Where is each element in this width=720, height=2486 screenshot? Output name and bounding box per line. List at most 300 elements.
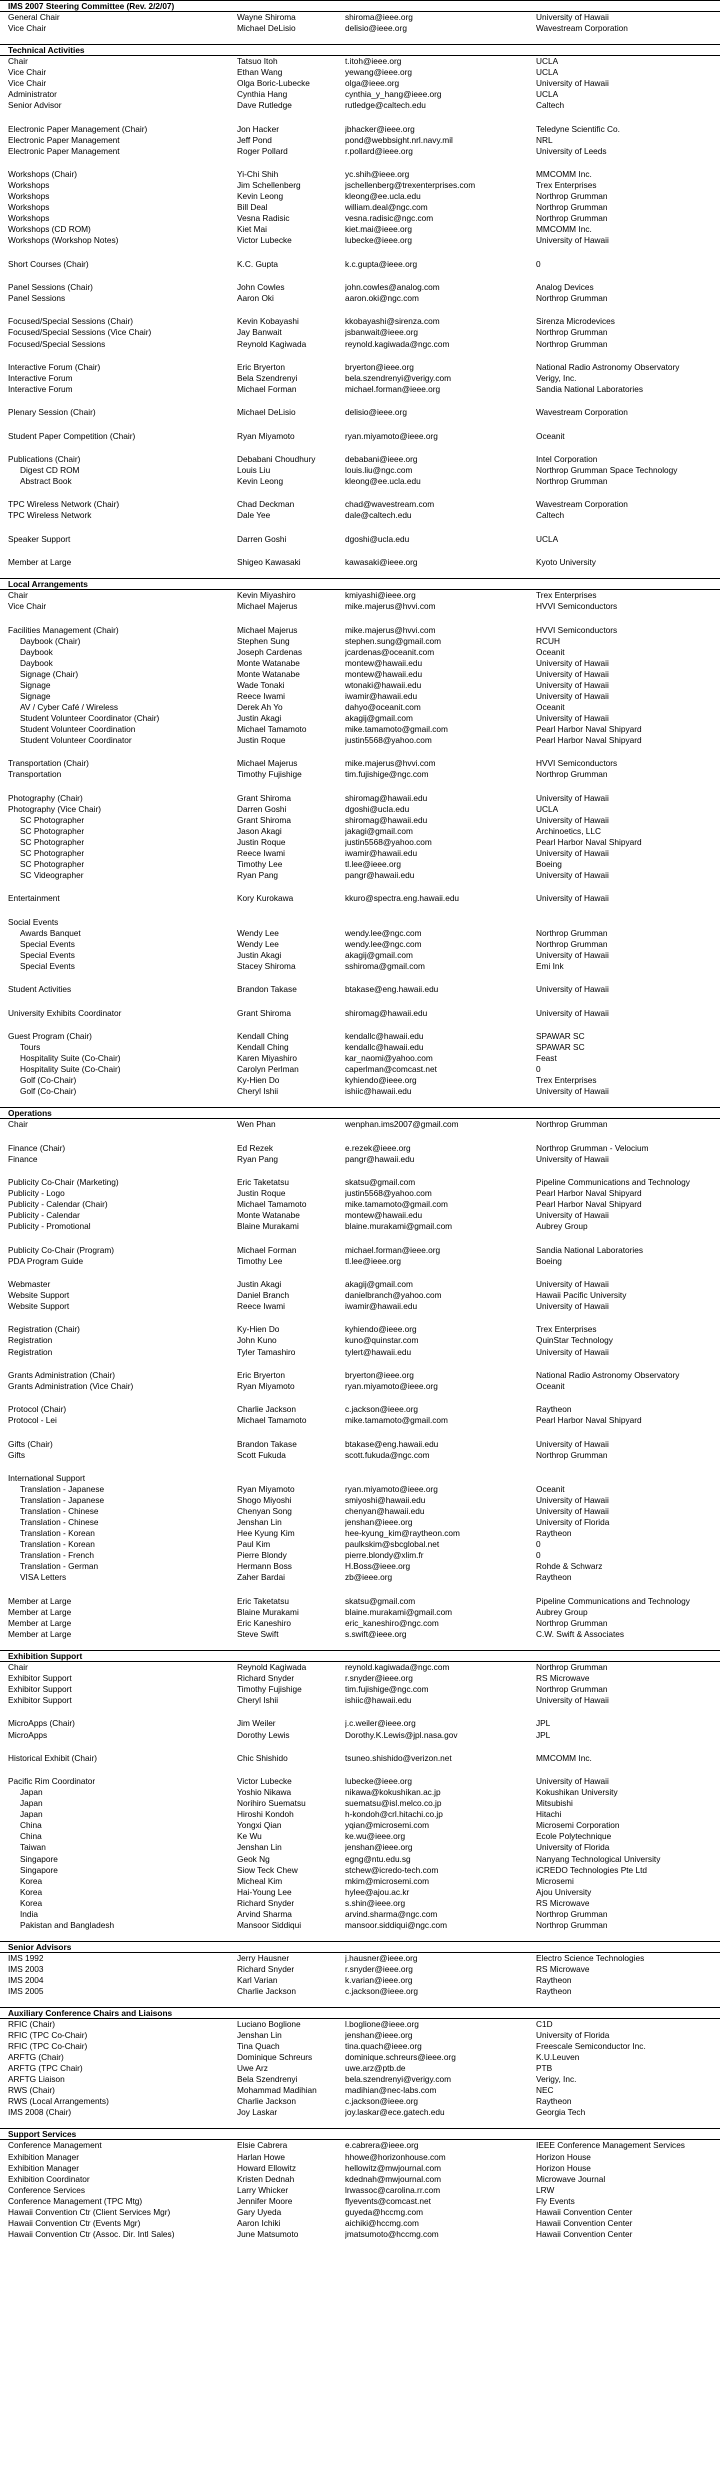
roster-row — [0, 202, 720, 213]
email-cell[interactable]: hylee@ajou.ac.kr — [345, 1886, 410, 1897]
email-cell[interactable]: j.c.weiler@ieee.org — [345, 1718, 416, 1729]
email-cell[interactable]: mike.tamamoto@gmail.com — [345, 724, 448, 735]
role-cell: Exhibitor Support — [8, 1673, 72, 1684]
name-cell: Hai-Young Lee — [237, 1886, 292, 1897]
roster-row — [0, 1596, 720, 1607]
email-cell[interactable]: kyhiendo@ieee.org — [345, 1324, 417, 1335]
roster-row — [0, 1842, 720, 1853]
row-spacer — [0, 781, 720, 793]
roster-row — [0, 1909, 720, 1920]
email-cell[interactable]: e.cabrera@ieee.org — [345, 2140, 419, 2151]
name-cell: Micheal Kim — [237, 1875, 283, 1886]
email-cell[interactable]: ryan.miyamoto@ieee.org — [345, 1484, 438, 1495]
email-cell[interactable]: jsbanwait@ieee.org — [345, 327, 418, 338]
email-cell[interactable]: wendy.lee@ngc.com — [345, 938, 422, 949]
affiliation-cell: Northrop Grumman — [536, 338, 608, 349]
affiliation-cell: SPAWAR SC — [536, 1031, 585, 1042]
name-cell: Bela Szendrenyi — [237, 372, 298, 383]
affiliation-cell: Oceanit — [536, 701, 565, 712]
affiliation-cell: Northrop Grumman — [536, 938, 608, 949]
email-cell[interactable]: john.cowles@analog.com — [345, 282, 440, 293]
email-cell[interactable]: skatsu@gmail.com — [345, 1177, 416, 1188]
email-cell[interactable]: ryan.miyamoto@ieee.org — [345, 430, 438, 441]
email-cell[interactable]: suematsu@isl.melco.co.jp — [345, 1798, 442, 1809]
email-cell[interactable]: mkim@microsemi.com — [345, 1875, 430, 1886]
email-cell[interactable]: kyhiendo@ieee.org — [345, 1075, 417, 1086]
name-cell: Reece Iwami — [237, 1301, 285, 1312]
email-cell[interactable]: mike.tamamoto@gmail.com — [345, 1199, 448, 1210]
name-cell: Shigeo Kawasaki — [237, 557, 301, 568]
email-cell[interactable]: bela.szendrenyi@verigy.com — [345, 2074, 452, 2085]
role-cell: RWS (Chair) — [8, 2085, 55, 2096]
affiliation-cell: UCLA — [536, 56, 559, 67]
email-cell[interactable]: shiromag@hawaii.edu — [345, 1007, 428, 1018]
affiliation-cell: National Radio Astronomy Observatory — [536, 1369, 680, 1380]
email-cell[interactable]: ishiic@hawaii.edu — [345, 1086, 412, 1097]
email-cell[interactable]: bryerton@ieee.org — [345, 1369, 414, 1380]
email-cell[interactable]: delisio@ieee.org — [345, 23, 407, 34]
email-cell[interactable]: ishiic@hawaii.edu — [345, 1695, 412, 1706]
name-cell: Ryan Miyamoto — [237, 430, 295, 441]
role-cell: IMS 2008 (Chair) — [8, 2107, 72, 2118]
email-cell[interactable]: egng@ntu.edu.sg — [345, 1853, 411, 1864]
email-cell[interactable]: s.swift@ieee.org — [345, 1628, 407, 1639]
email-cell[interactable]: iwamir@hawaii.edu — [345, 1301, 418, 1312]
email-cell[interactable]: jmatsumoto@hccmg.com — [345, 2228, 439, 2239]
role-cell: Social Events — [8, 916, 59, 927]
name-cell: Timothy Lee — [237, 1255, 283, 1266]
name-cell: Larry Whicker — [237, 2184, 289, 2195]
roster-row — [0, 2152, 720, 2163]
roster-row — [0, 601, 720, 612]
row-spacer — [0, 1392, 720, 1404]
affiliation-cell: Pearl Harbor Naval Shipyard — [536, 735, 642, 746]
email-cell[interactable]: r.snyder@ieee.org — [345, 1963, 413, 1974]
affiliation-cell: HVVI Semiconductors — [536, 758, 618, 769]
email-cell[interactable]: ke.wu@ieee.org — [345, 1831, 406, 1842]
email-cell[interactable]: blaine.murakami@gmail.com — [345, 1221, 453, 1232]
role-cell: Grants Administration (Chair) — [8, 1369, 115, 1380]
name-cell: Jenshan Lin — [237, 1517, 282, 1528]
affiliation-cell: Raytheon — [536, 1985, 572, 1996]
name-cell: Timothy Fujishige — [237, 769, 302, 780]
email-cell[interactable]: cynthia_y_hang@ieee.org — [345, 89, 442, 100]
email-cell[interactable]: pond@webbsight.nrl.navy.mil — [345, 134, 453, 145]
email-cell[interactable]: joy.laskar@ece.gatech.edu — [345, 2107, 445, 2118]
email-cell[interactable]: tina.quach@ieee.org — [345, 2041, 422, 2052]
affiliation-cell: Kokushikan University — [536, 1787, 618, 1798]
email-cell[interactable]: kleong@ee.ucla.edu — [345, 191, 421, 202]
affiliation-cell: JPL — [536, 1729, 551, 1740]
affiliation-cell: 0 — [536, 258, 541, 269]
email-cell[interactable]: guyeda@hccmg.com — [345, 2206, 424, 2217]
affiliation-cell: University of Hawaii — [536, 1210, 609, 1221]
email-cell[interactable]: wendy.lee@ngc.com — [345, 927, 422, 938]
email-cell[interactable]: c.jackson@ieee.org — [345, 2096, 418, 2107]
roster-row — [0, 1053, 720, 1064]
name-cell: Bela Szendrenyi — [237, 2074, 298, 2085]
name-cell: Darren Goshi — [237, 533, 287, 544]
email-cell[interactable]: pangr@hawaii.edu — [345, 1153, 415, 1164]
roster-row — [0, 735, 720, 746]
email-cell[interactable]: jenshan@ieee.org — [345, 2030, 413, 2041]
affiliation-cell: University of Hawaii — [536, 78, 609, 89]
email-cell[interactable]: arvind.sharma@ngc.com — [345, 1908, 438, 1919]
email-cell[interactable]: kdednah@mwjournal.com — [345, 2173, 442, 2184]
email-cell[interactable]: jbhacker@ieee.org — [345, 123, 415, 134]
role-cell: Senior Advisor — [8, 100, 62, 111]
email-cell[interactable]: j.hausner@ieee.org — [345, 1952, 418, 1963]
name-cell: Eric Kaneshiro — [237, 1617, 291, 1628]
name-cell: Monte Watanabe — [237, 657, 300, 668]
email-cell[interactable]: montew@hawaii.edu — [345, 1210, 423, 1221]
email-cell[interactable]: caperlman@comcast.net — [345, 1064, 437, 1075]
affiliation-cell: MMCOMM Inc. — [536, 224, 592, 235]
email-cell[interactable]: wenphan.ims2007@gmail.com — [345, 1119, 459, 1130]
name-cell: Jenshan Lin — [237, 2030, 282, 2041]
role-cell: Golf (Co-Chair) — [20, 1075, 77, 1086]
affiliation-cell: University of Hawaii — [536, 668, 609, 679]
name-cell: John Kuno — [237, 1335, 277, 1346]
affiliation-cell: Hawaii Convention Center — [536, 2217, 633, 2228]
name-cell: Tyler Tamashiro — [237, 1346, 296, 1357]
email-cell[interactable]: shiromag@hawaii.edu — [345, 814, 428, 825]
role-cell: RFIC (TPC Co-Chair) — [8, 2030, 88, 2041]
role-cell: Focused/Special Sessions (Vice Chair) — [8, 327, 152, 338]
email-cell[interactable]: justin5568@yahoo.com — [345, 1188, 432, 1199]
affiliation-cell: UCLA — [536, 803, 559, 814]
email-cell[interactable]: iwamir@hawaii.edu — [345, 848, 418, 859]
email-cell[interactable]: kuno@quinstar.com — [345, 1335, 419, 1346]
row-spacer — [0, 157, 720, 169]
email-cell[interactable]: tsuneo.shishido@verizon.net — [345, 1752, 452, 1763]
role-cell: Publicity Co-Chair (Program) — [8, 1244, 115, 1255]
email-cell[interactable]: dahyo@oceanit.com — [345, 701, 421, 712]
affiliation-cell: University of Hawaii — [536, 1776, 609, 1787]
role-cell: MicroApps (Chair) — [8, 1718, 75, 1729]
row-spacer — [0, 746, 720, 758]
email-cell[interactable]: lubecke@ieee.org — [345, 235, 413, 246]
email-cell[interactable]: hhowe@horizonhouse.com — [345, 2151, 446, 2162]
email-cell[interactable]: t.itoh@ieee.org — [345, 56, 402, 67]
affiliation-cell: Trex Enterprises — [536, 180, 597, 191]
email-cell[interactable]: vesna.radisic@ngc.com — [345, 213, 434, 224]
email-cell[interactable]: tylert@hawaii.edu — [345, 1346, 412, 1357]
role-cell: General Chair — [8, 12, 60, 22]
affiliation-cell: Pearl Harbor Naval Shipyard — [536, 836, 642, 847]
row-spacer — [0, 905, 720, 917]
email-cell[interactable]: olga@ieee.org — [345, 78, 400, 89]
email-cell[interactable]: k.c.gupta@ieee.org — [345, 258, 418, 269]
email-cell[interactable]: c.jackson@ieee.org — [345, 1404, 418, 1415]
email-cell[interactable]: shiroma@ieee.org — [345, 12, 413, 22]
affiliation-cell: UCLA — [536, 533, 559, 544]
email-cell[interactable]: btakase@eng.hawaii.edu — [345, 1438, 439, 1449]
affiliation-cell: University of Hawaii — [536, 1153, 609, 1164]
email-cell[interactable]: debabani@ieee.org — [345, 453, 418, 464]
email-cell[interactable]: blaine.murakami@gmail.com — [345, 1606, 453, 1617]
email-cell[interactable]: akagij@gmail.com — [345, 712, 413, 723]
affiliation-cell: Raytheon — [536, 1572, 572, 1583]
roster-row — [0, 476, 720, 487]
email-cell[interactable]: nikawa@kokushikan.ac.jp — [345, 1787, 441, 1798]
roster-row — [0, 625, 720, 636]
email-cell[interactable]: hee-kyung_kim@raytheon.com — [345, 1528, 460, 1539]
roster-row — [0, 1572, 720, 1583]
affiliation-cell: National Radio Astronomy Observatory — [536, 361, 680, 372]
email-cell[interactable]: smiyoshi@hawaii.edu — [345, 1495, 426, 1506]
role-cell: Daybook (Chair) — [20, 635, 81, 646]
email-cell[interactable]: stchew@icredo-tech.com — [345, 1864, 439, 1875]
name-cell: Michael Majerus — [237, 758, 298, 769]
row-spacer — [0, 418, 720, 430]
affiliation-cell: University of Hawaii — [536, 1278, 609, 1289]
email-cell[interactable]: tl.lee@ieee.org — [345, 859, 401, 870]
email-cell[interactable]: kar_naomi@yahoo.com — [345, 1053, 433, 1064]
email-cell[interactable]: louis.liu@ngc.com — [345, 465, 413, 476]
email-cell[interactable]: kiet.mai@ieee.org — [345, 224, 412, 235]
name-cell: Wayne Shiroma — [237, 12, 296, 22]
roster-row — [0, 1975, 720, 1986]
email-cell[interactable]: kendallc@hawaii.edu — [345, 1042, 424, 1053]
email-cell[interactable]: k.varian@ieee.org — [345, 1974, 413, 1985]
name-cell: Chic Shishido — [237, 1752, 288, 1763]
email-cell[interactable]: jenshan@ieee.org — [345, 1842, 413, 1853]
role-cell: Hospitality Suite (Co-Chair) — [20, 1064, 121, 1075]
email-cell[interactable]: jcardenas@oceanit.com — [345, 646, 435, 657]
email-cell[interactable]: montew@hawaii.edu — [345, 657, 423, 668]
row-spacer — [0, 1165, 720, 1177]
email-cell[interactable]: akagij@gmail.com — [345, 1278, 413, 1289]
email-cell[interactable]: kmiyashi@ieee.org — [345, 590, 416, 601]
role-cell: RFIC (Chair) — [8, 2019, 56, 2030]
email-cell[interactable]: e.rezek@ieee.org — [345, 1142, 411, 1153]
row-spacer — [0, 1267, 720, 1279]
email-cell[interactable]: s.shin@ieee.org — [345, 1897, 406, 1908]
email-cell[interactable]: kkobayashi@sirenza.com — [345, 316, 440, 327]
roster-row — [0, 984, 720, 995]
roster-row — [0, 1086, 720, 1097]
name-cell: Derek Ah Yo — [237, 701, 283, 712]
email-cell[interactable]: justin5568@yahoo.com — [345, 836, 432, 847]
email-cell[interactable]: yewang@ieee.org — [345, 67, 413, 78]
email-cell[interactable]: wtonaki@hawaii.edu — [345, 679, 422, 690]
affiliation-cell: Northrop Grumman — [536, 1617, 608, 1628]
email-cell[interactable]: uwe.arz@ptb.de — [345, 2063, 406, 2074]
email-cell[interactable]: delisio@ieee.org — [345, 407, 407, 418]
role-cell: Interactive Forum — [8, 383, 73, 394]
role-cell: Publicity - Promotional — [8, 1221, 91, 1232]
document-title: IMS 2007 Steering Committee (Rev. 2/2/07) — [0, 0, 720, 12]
email-cell[interactable]: hellowitz@mwjournal.com — [345, 2162, 442, 2173]
role-cell: Website Support — [8, 1301, 70, 1312]
email-cell[interactable]: stephen.sung@gmail.com — [345, 635, 442, 646]
email-cell[interactable]: mike.majerus@hvvi.com — [345, 758, 436, 769]
roster-row — [0, 1177, 720, 1188]
name-cell: Timothy Lee — [237, 859, 283, 870]
roster-row — [0, 89, 720, 100]
email-cell[interactable]: madihian@nec-labs.com — [345, 2085, 437, 2096]
role-cell: Interactive Forum (Chair) — [8, 361, 101, 372]
email-cell[interactable]: rutledge@caltech.edu — [345, 100, 426, 111]
email-cell[interactable]: lrwassoc@carolina.rr.com — [345, 2184, 441, 2195]
name-cell: Michael Majerus — [237, 624, 298, 635]
email-cell[interactable]: jakagi@gmail.com — [345, 825, 413, 836]
roster-row — [0, 1324, 720, 1335]
email-cell[interactable]: chad@wavestream.com — [345, 499, 435, 510]
roster-row — [0, 67, 720, 78]
roster-row — [0, 1898, 720, 1909]
row-spacer — [0, 1426, 720, 1438]
email-cell[interactable]: michael.forman@ieee.org — [345, 1244, 441, 1255]
roster-row — [0, 713, 720, 724]
name-cell: Reynold Kagiwada — [237, 1661, 307, 1672]
email-cell[interactable]: bela.szendrenyi@verigy.com — [345, 372, 452, 383]
email-cell[interactable]: lubecke@ieee.org — [345, 1776, 413, 1787]
role-cell: Hawaii Convention Ctr (Events Mgr) — [8, 2217, 141, 2228]
row-spacer — [0, 1583, 720, 1595]
email-cell[interactable]: mansoor.siddiqui@ngc.com — [345, 1919, 448, 1930]
role-cell: Focused/Special Sessions (Chair) — [8, 316, 133, 327]
roster-row — [0, 893, 720, 904]
email-cell[interactable]: yc.shih@ieee.org — [345, 169, 410, 180]
email-cell[interactable]: zb@ieee.org — [345, 1572, 393, 1583]
affiliation-cell: University of Hawaii — [536, 1086, 609, 1097]
role-cell: Digest CD ROM — [20, 465, 80, 476]
email-cell[interactable]: mike.majerus@hvvi.com — [345, 624, 436, 635]
email-cell[interactable]: dominique.schreurs@ieee.org — [345, 2052, 456, 2063]
email-cell[interactable]: reynold.kagiwada@ngc.com — [345, 1661, 450, 1672]
email-cell[interactable]: jenshan@ieee.org — [345, 1517, 413, 1528]
roster-row — [0, 917, 720, 928]
role-cell: VISA Letters — [20, 1572, 67, 1583]
email-cell[interactable]: kleong@ee.ucla.edu — [345, 476, 421, 487]
email-cell[interactable]: kendallc@hawaii.edu — [345, 1031, 424, 1042]
role-cell: Japan — [20, 1787, 43, 1798]
role-cell: TPC Wireless Network — [8, 510, 92, 521]
email-cell[interactable]: william.deal@ngc.com — [345, 202, 428, 213]
email-cell[interactable]: H.Boss@ieee.org — [345, 1561, 411, 1572]
roster-row — [0, 590, 720, 601]
email-cell[interactable]: l.boglione@ieee.org — [345, 2019, 419, 2030]
email-cell[interactable]: michael.forman@ieee.org — [345, 383, 441, 394]
email-cell[interactable]: mike.tamamoto@gmail.com — [345, 1415, 448, 1426]
roster-row — [0, 1607, 720, 1618]
email-cell[interactable]: btakase@eng.hawaii.edu — [345, 984, 439, 995]
name-cell: Scott Fukuda — [237, 1449, 286, 1460]
name-cell: Geok Ng — [237, 1853, 270, 1864]
email-cell[interactable]: pangr@hawaii.edu — [345, 870, 415, 881]
role-cell: Singapore — [20, 1853, 58, 1864]
name-cell: Ke Wu — [237, 1831, 262, 1842]
roster-row — [0, 327, 720, 338]
email-cell[interactable]: dale@caltech.edu — [345, 510, 412, 521]
email-cell[interactable]: shiromag@hawaii.edu — [345, 792, 428, 803]
email-cell[interactable]: pierre.blondy@xlim.fr — [345, 1550, 424, 1561]
name-cell: Shogo Miyoshi — [237, 1495, 292, 1506]
email-cell[interactable]: r.snyder@ieee.org — [345, 1673, 413, 1684]
name-cell: Joseph Cardenas — [237, 646, 303, 657]
roster-row — [0, 1964, 720, 1975]
section-heading: Support Services — [0, 2128, 720, 2140]
email-cell[interactable]: danielbranch@yahoo.com — [345, 1290, 442, 1301]
email-cell[interactable]: chenyan@hawaii.edu — [345, 1506, 425, 1517]
email-cell[interactable]: aaron.oki@ngc.com — [345, 293, 419, 304]
email-cell[interactable]: Dorothy.K.Lewis@jpl.nasa.gov — [345, 1729, 458, 1740]
affiliation-cell: Microsemi Corporation — [536, 1820, 620, 1831]
email-cell[interactable]: tim.fujishige@ngc.com — [345, 1684, 429, 1695]
email-cell[interactable]: akagij@gmail.com — [345, 949, 413, 960]
name-cell: Aaron Ichiki — [237, 2217, 281, 2228]
role-cell: Student Volunteer Coordinator (Chair) — [20, 712, 160, 723]
affiliation-cell: RCUH — [536, 635, 560, 646]
affiliation-cell: Verigy, Inc. — [536, 372, 577, 383]
name-cell: Karen Miyashiro — [237, 1053, 297, 1064]
email-cell[interactable]: yqian@microsemi.com — [345, 1820, 430, 1831]
role-cell: Chair — [8, 56, 28, 67]
email-cell[interactable]: dgoshi@ucla.edu — [345, 533, 410, 544]
affiliation-cell: Northrop Grumman — [536, 293, 608, 304]
roster-row — [0, 769, 720, 780]
roster-row — [0, 2085, 720, 2096]
email-cell[interactable]: sshiroma@gmail.com — [345, 961, 425, 971]
email-cell[interactable]: eric_kaneshiro@ngc.com — [345, 1617, 439, 1628]
email-cell[interactable]: reynold.kagiwada@ngc.com — [345, 338, 450, 349]
email-cell[interactable]: skatsu@gmail.com — [345, 1595, 416, 1606]
role-cell: Vice Chair — [8, 601, 47, 612]
affiliation-cell: Northrop Grumman — [536, 213, 608, 224]
email-cell[interactable]: mike.majerus@hvvi.com — [345, 601, 436, 612]
email-cell[interactable]: h-kondoh@crl.hitachi.co.jp — [345, 1809, 443, 1820]
roster-row — [0, 1335, 720, 1346]
email-cell[interactable]: flyevents@comcast.net — [345, 2195, 431, 2206]
role-cell: Exhibition Manager — [8, 2162, 80, 2173]
roster-row — [0, 1662, 720, 1673]
email-cell[interactable]: kkuro@spectra.eng.hawaii.edu — [345, 893, 460, 904]
email-cell[interactable]: aichiki@hccmg.com — [345, 2217, 419, 2228]
affiliation-cell: RS Microwave — [536, 1963, 590, 1974]
email-cell[interactable]: bryerton@ieee.org — [345, 361, 414, 372]
roster-row — [0, 1776, 720, 1787]
name-cell: Grant Shiroma — [237, 814, 291, 825]
role-cell: Awards Banquet — [20, 927, 81, 938]
role-cell: SC Photographer — [20, 859, 85, 870]
email-cell[interactable]: c.jackson@ieee.org — [345, 1985, 418, 1996]
email-cell[interactable]: ryan.miyamoto@ieee.org — [345, 1380, 438, 1391]
roster-row — [0, 1809, 720, 1820]
row-spacer — [0, 111, 720, 123]
email-cell[interactable]: iwamir@hawaii.edu — [345, 690, 418, 701]
email-cell[interactable]: jschellenberg@trexenterprises.com — [345, 180, 476, 191]
email-cell[interactable]: tim.fujishige@ngc.com — [345, 769, 429, 780]
roster-row — [0, 815, 720, 826]
email-cell[interactable]: paulkskim@sbcglobal.net — [345, 1539, 440, 1550]
roster-row — [0, 826, 720, 837]
roster-row — [0, 2074, 720, 2085]
email-cell[interactable]: dgoshi@ucla.edu — [345, 803, 410, 814]
email-cell[interactable]: r.pollard@ieee.org — [345, 145, 413, 156]
email-cell[interactable]: tl.lee@ieee.org — [345, 1255, 401, 1266]
email-cell[interactable]: justin5568@yahoo.com — [345, 735, 432, 746]
name-cell: Richard Snyder — [237, 1963, 295, 1974]
email-cell[interactable]: montew@hawaii.edu — [345, 668, 423, 679]
email-cell[interactable]: scott.fukuda@ngc.com — [345, 1449, 430, 1460]
roster-row — [0, 2185, 720, 2196]
name-cell: Debabani Choudhury — [237, 453, 316, 464]
role-cell: ARFTG Liaison — [8, 2074, 65, 2085]
email-cell[interactable]: kawasaki@ieee.org — [345, 557, 418, 568]
name-cell: Cheryl Ishii — [237, 1086, 279, 1097]
